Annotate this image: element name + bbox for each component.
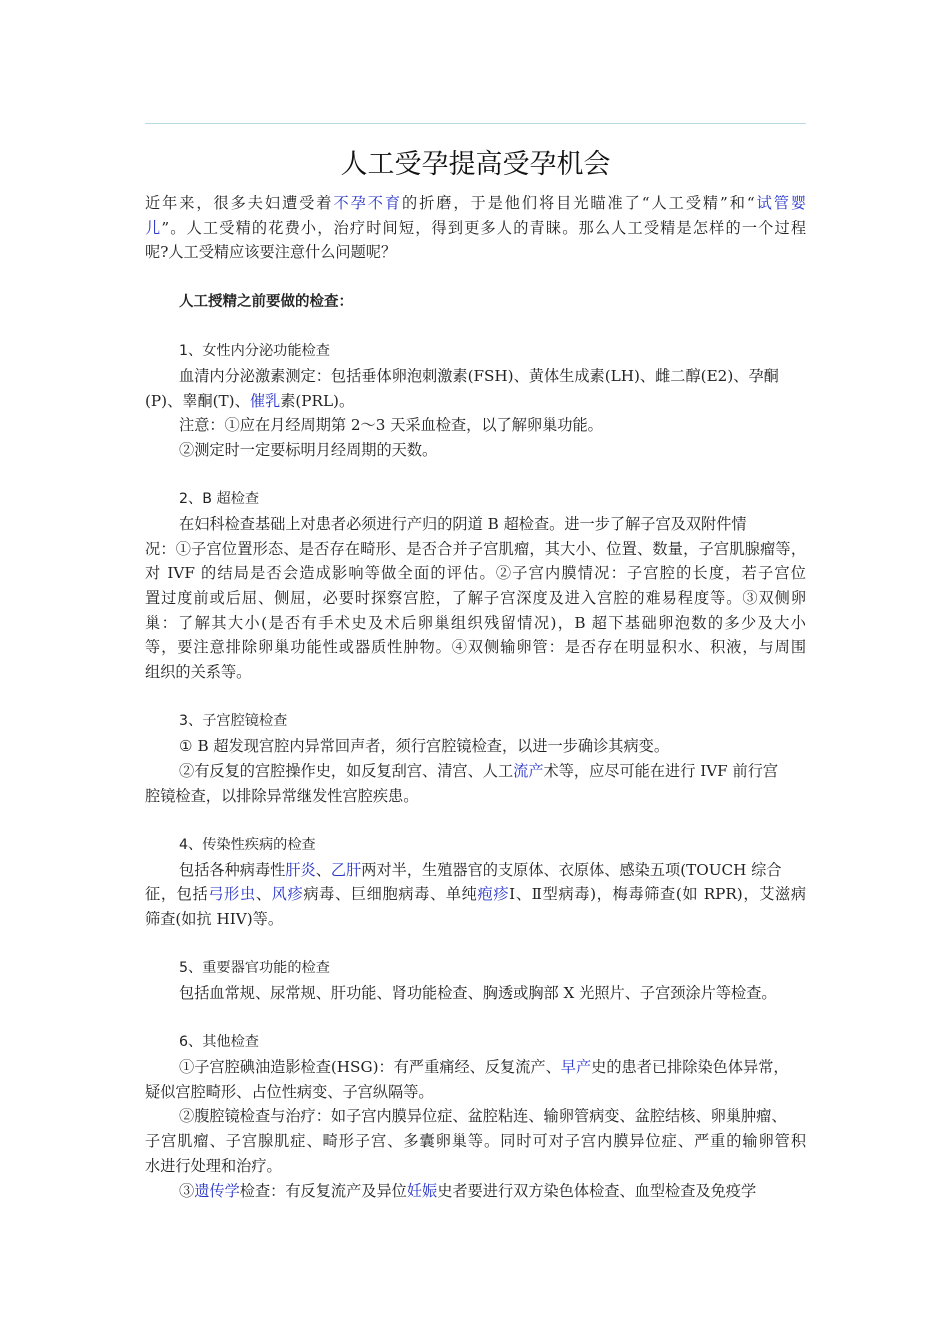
text-span: 两对半，生殖器官的支原体、衣原体、感染五项(TOUCH 综合	[361, 860, 782, 879]
s2-line-3: 对 IVF 的结局是否会造成影响等做全面的评估。②子宫内膜情况：子宫腔的长度，若子宫位	[145, 564, 806, 583]
s3-line-1: ① B 超发现宫腔内异常回声者，须行宫腔镜检查，以进一步确诊其病变。	[179, 737, 670, 756]
s6-line-4: 子宫肌瘤、子宫腺肌症、畸形子宫、多囊卵巢等。同时可对子宫内膜异位症、严重的输卵管积	[145, 1132, 806, 1151]
s1-note-1: 注意：①应在月经周期第 2～3 天采血检查，以了解卵巢功能。	[179, 416, 603, 435]
s3-title: 3、子宫腔镜检查	[179, 713, 288, 730]
text-span: 史的患者已排除染色体异常，	[591, 1058, 789, 1077]
link-premature[interactable]: 早产	[560, 1058, 592, 1077]
link-genetics[interactable]: 遗传学	[194, 1181, 240, 1200]
link-rubella[interactable]: 风疹	[271, 885, 304, 904]
section-heading: 人工授精之前要做的检查：	[179, 293, 353, 310]
text-span: 病毒、巨细胞病毒、单纯	[303, 885, 478, 904]
s5-title: 5、重要器官功能的检查	[179, 960, 330, 977]
text-span: 史者要进行双方染色体检查、血型检查及免疫学	[437, 1181, 757, 1200]
spacer	[145, 685, 806, 710]
text-span: 包括各种病毒性	[179, 860, 286, 879]
text-span: Ⅰ、Ⅱ型病毒)，梅毒筛查(如 RPR)，艾滋病	[509, 885, 807, 904]
text-span: 、	[255, 885, 272, 904]
text-span: 的折磨，于是他们将目光瞄准了“人工受精”和“	[401, 194, 755, 212]
intro-line-2	[145, 216, 806, 241]
link-abortion[interactable]: 流产	[513, 761, 544, 780]
s1-note-2: ②测定时一定要标明月经周期的天数。	[179, 440, 438, 459]
text-span: ①子宫腔碘油造影检查(HSG)：有严重痛经、反复流产、	[179, 1058, 561, 1077]
spacer	[145, 1006, 806, 1031]
s6-line-1	[145, 1055, 806, 1080]
page-title: 人工受孕提高受孕机会	[340, 149, 611, 180]
text-span: ②有反复的宫腔操作史，如反复刮宫、清宫、人工	[179, 761, 514, 780]
text-span: 术等，应尽可能在进行 IVF 前行宫	[543, 761, 779, 780]
s6-title: 6、其他检查	[179, 1034, 259, 1051]
intro-line-3: 呢?人工受精应该要注意什么问题呢？	[145, 243, 397, 262]
s6-line-2: 疑似宫腔畸形、占位性病变、子宫纵隔等。	[145, 1082, 434, 1101]
s1-line-1: 血清内分泌激素测定：包括垂体卵泡刺激素(FSH)、黄体生成素(LH)、雌二醇(E2)、孕酮	[179, 366, 779, 385]
spacer	[145, 265, 806, 290]
s4-line-2	[145, 882, 806, 907]
top-divider	[145, 123, 806, 124]
link-infertility[interactable]: 不孕不育	[333, 194, 402, 212]
text-span: 检查：有反复流产及异位	[239, 1181, 407, 1200]
s6-line-5: 水进行处理和治疗。	[145, 1156, 282, 1175]
link-pregnancy[interactable]: 妊娠	[406, 1181, 438, 1200]
s4-line-1	[145, 858, 806, 883]
s2-line-1: 在妇科检查基础上对患者必须进行产归的阴道 B 超检查。进一步了解子宫及双附件情	[179, 514, 747, 533]
text-span: ③	[179, 1181, 195, 1200]
s1-title: 1、女性内分泌功能检查	[179, 343, 330, 360]
s2-line-7: 组织的关系等。	[145, 663, 252, 682]
link-ivf[interactable]: 试管婴	[754, 194, 807, 212]
spacer	[145, 314, 806, 339]
s4-line-3: 筛查(如抗 HIV)等。	[145, 909, 284, 928]
text-span: 近年来，很多夫妇遭受着	[145, 194, 334, 212]
s2-title: 2、B 超检查	[179, 491, 260, 508]
text-span: 、	[315, 860, 331, 879]
text-span: (P)、睾酮(T)、	[145, 391, 250, 410]
s3-line-3: 腔镜检查，以排除异常继发性宫腔疾患。	[145, 786, 419, 805]
article-body	[145, 191, 806, 1203]
text-span: ”。人工受精的花费小，治疗时间短，得到更多人的青睐。那么人工受精是怎样的一个过程	[161, 218, 807, 237]
spacer	[145, 463, 806, 488]
spacer	[145, 808, 806, 833]
text-span: 征，包括	[145, 885, 209, 904]
link-hepatitis[interactable]: 肝炎	[285, 860, 316, 879]
s6-line-3: ②腹腔镜检查与治疗：如子宫内膜异位症、盆腔粘连、输卵管病变、盆腔结核、卵巢肿瘤、	[179, 1107, 787, 1126]
s3-line-2	[145, 759, 806, 784]
link-prolactin[interactable]: 催乳	[249, 391, 281, 410]
link-hepatitis-b[interactable]: 乙肝	[330, 860, 362, 879]
s2-line-6: 等，要注意排除卵巢功能性或器质性肿物。④双侧输卵管：是否存在明显积水、积液，与周围	[145, 638, 806, 657]
link-ivf-cont[interactable]: 儿	[145, 218, 162, 237]
link-herpes[interactable]: 疱疹	[477, 885, 510, 904]
spacer	[145, 932, 806, 957]
s2-line-5: 巢：了解其大小(是否有手术史及术后卵巢组织残留情况)，B 超下基础卵泡数的多少及大小	[145, 613, 806, 632]
link-toxoplasma[interactable]: 弓形虫	[208, 885, 256, 904]
text-span: 素(PRL)。	[280, 391, 355, 410]
s2-line-4: 置过度前或后屈、侧屈，必要时探察宫腔，了解子宫深度及进入宫腔的难易程度等。③双侧卵	[145, 589, 806, 607]
s1-line-2	[145, 389, 806, 414]
s5-line-1: 包括血常规、尿常规、肝功能、肾功能检查、胸透或胸部 X 光照片、子宫颈涂片等检查。	[179, 984, 777, 1002]
s2-line-2: 况：①子宫位置形态、是否存在畸形、是否合并子宫肌瘤，其大小、位置、数量，子宫肌腺瘤等，	[145, 539, 806, 558]
intro-line-1	[145, 191, 806, 216]
s4-title: 4、传染性疾病的检查	[179, 836, 316, 853]
s6-line-6	[145, 1179, 806, 1204]
